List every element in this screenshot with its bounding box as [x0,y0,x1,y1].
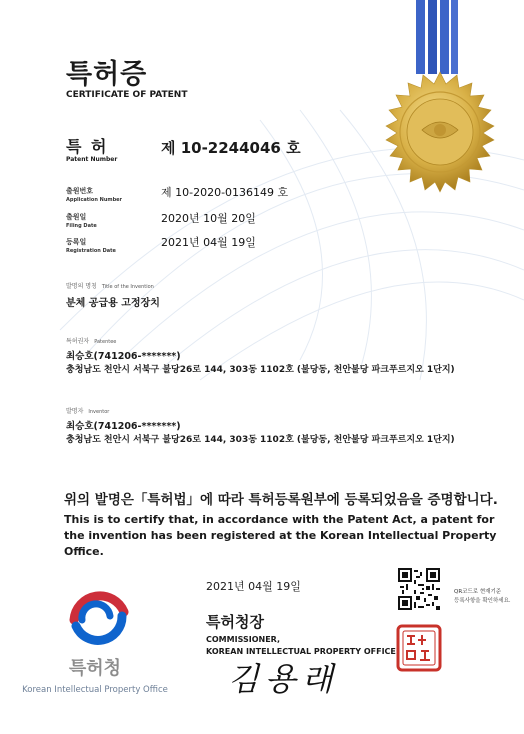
filing-date-label-en: Filing Date [66,223,97,229]
patent-number-label-ko: 특 허 [66,137,109,156]
registration-date-label-en: Registration Date [66,248,116,254]
qr-code-note-line1: QR코드로 현재기준 [454,589,502,595]
invention-title-label-en: Title of the Invention [101,284,154,290]
ribbon-decoration [414,0,458,74]
commissioner-title-en-line1: COMMISSIONER, [206,635,281,644]
inventor-name: 최승호(741206-*******) [66,421,181,432]
commissioner-signature: 김용래 [228,660,339,698]
certificate-title-ko: 특허증 [66,59,148,90]
inventor-label-ko: 발명자 [66,408,84,415]
inventor-address: 충청남도 천안시 서북구 불당26로 144, 303동 1102호 (불당동, 천안불당 파크푸르지오 1단지) [66,435,455,445]
invention-title-label-ko: 발명의 명칭 [66,283,97,290]
patentee-address: 충청남도 천안시 서북구 불당26로 144, 303동 1102호 (불당동, 천안불당 파크푸르지오 1단지) [66,365,455,375]
kipo-logo-icon [64,586,134,648]
invention-title-label [66,281,154,290]
filing-date-label-ko: 출원일 [66,213,87,221]
certificate-title-en: CERTIFICATE OF PATENT [66,90,188,100]
invention-title-value: 분체 공급용 고정장치 [66,298,160,309]
patentee-label-ko: 특허권자 [66,338,90,345]
registration-date-label-ko: 등록일 [66,238,87,246]
patentee-label-en: Patentee [94,339,117,345]
patentee-label [66,336,116,345]
filing-date-value: 2020년 10월 20일 [161,212,256,225]
certification-statement-en: This is to certify that, in accordance with the Patent Act, a patent for the invention has been registered at the Korean Intellectual Property Office. [64,513,497,558]
commissioner-title-ko: 특허청장 [206,613,264,631]
patentee-name: 최승호(741206-*******) [66,351,181,362]
qr-code-note [454,588,511,606]
application-number-value: 제 10-2020-0136149 호 [161,186,289,199]
inventor-label-en: Inventor [88,409,110,415]
qr-code-note-line2: 등록사항을 확인하세요. [454,598,511,604]
certification-statement-ko: 위의 발명은「특허법」에 따라 특허등록원부에 등록되었음을 증명합니다. [64,492,498,508]
issue-date: 2021년 04월 19일 [206,580,301,593]
registration-date-value: 2021년 04월 19일 [161,236,256,249]
inventor-label [66,406,109,415]
official-seal-stamp [396,624,442,672]
application-number-label-ko: 출원번호 [66,187,94,195]
kipo-name-en: Korean Intellectual Property Office [22,685,168,695]
application-number-label-en: Application Number [66,197,123,203]
qr-code[interactable] [398,568,440,610]
patent-number-value: 제 10-2244046 호 [161,139,301,157]
kipo-name-ko: 특허청 [68,658,122,679]
commissioner-title-en-line2: KOREAN INTELLECTUAL PROPERTY OFFICE [206,647,396,656]
gold-seal-emblem [378,70,502,194]
patent-number-label-en: Patent Number [66,156,118,163]
